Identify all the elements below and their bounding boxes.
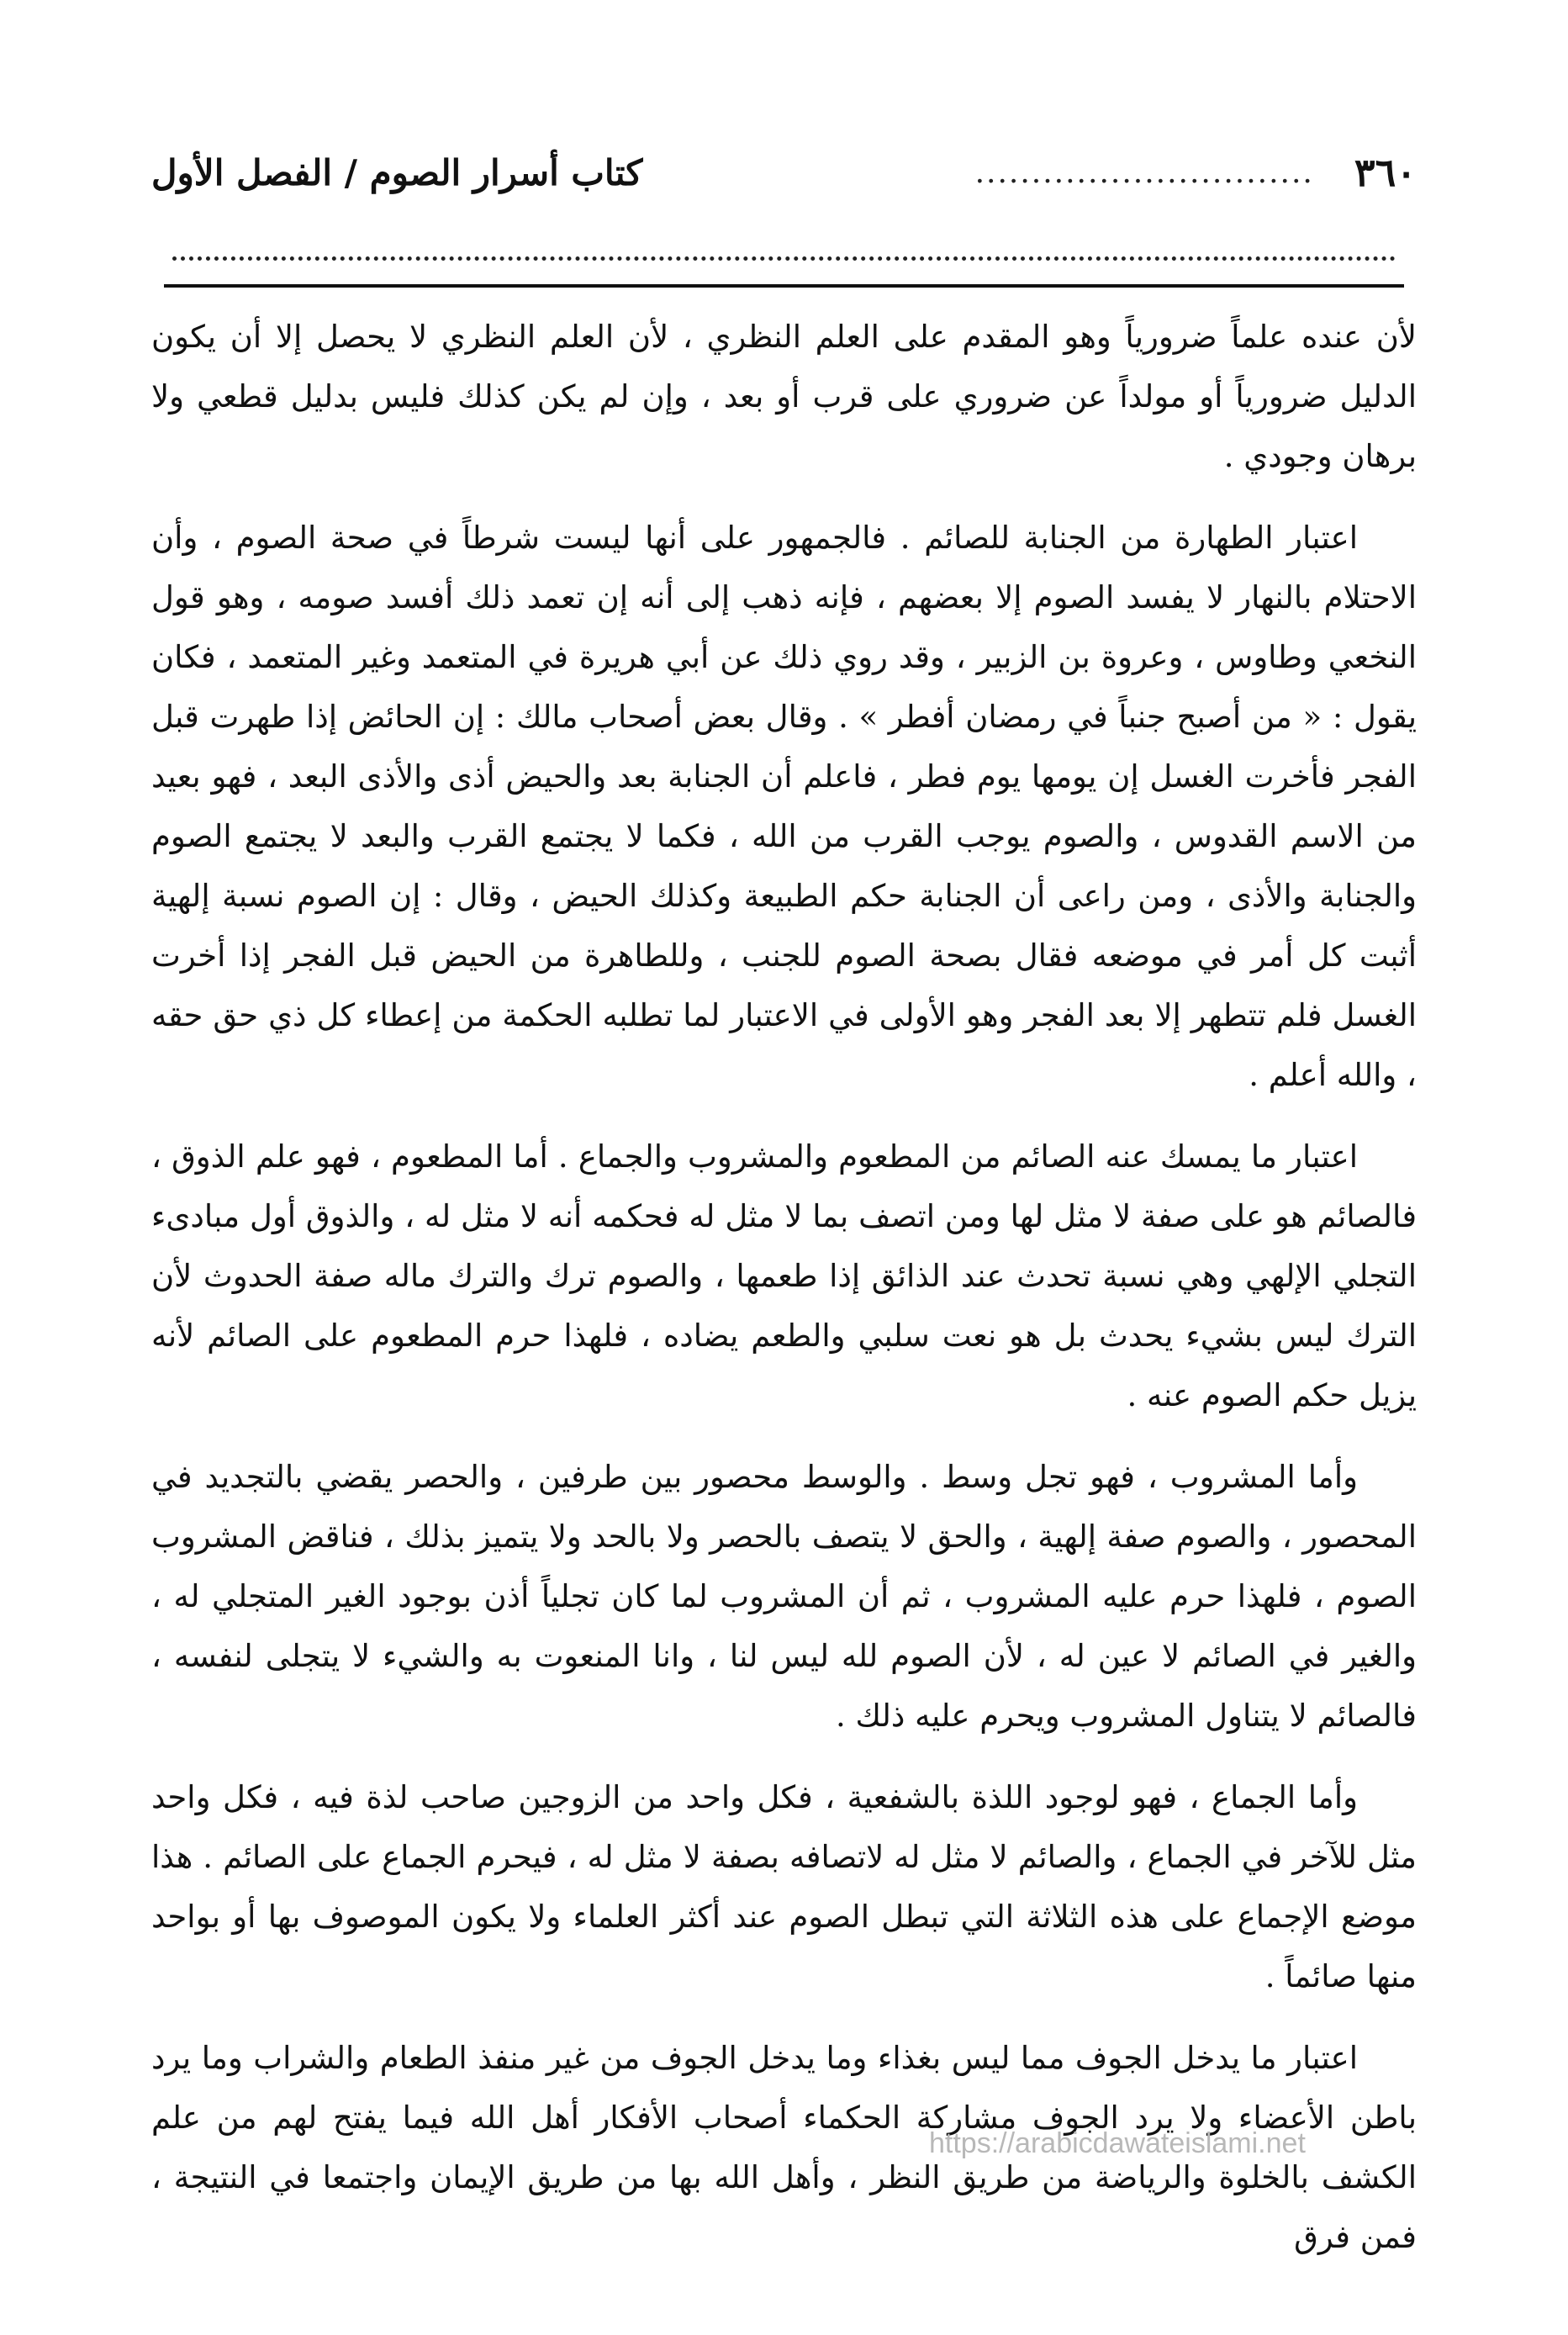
header-solid-rule [164,284,1404,288]
paragraph: اعتبار ما يدخل الجوف مما ليس بغذاء وما يدخل الجوف من غير منفذ الطعام والشراب وما يرد باطن الأعضاء ولا يرد الجوف مشاركة الحكماء أصحاب الأفكار أهل الله فيما يفتح لهم من علم الكشف بالخلوة والرياضة من طريق النظر ، وأهل الله بها من طريق الإيمان واجتمعا في النتيجة ، فمن فرق [151,2040,1417,2255]
page-header [151,139,1417,206]
watermark-url: https://arabicdawateislami.net [929,2127,1306,2159]
paragraph: اعتبار ما يمسك عنه الصائم من المطعوم والمشروب والجماع . أما المطعوم ، فهو علم الذوق ، فالصائم هو على صفة لا مثل لها ومن اتصف بما لا مثل له فحكمه أنه لا مثل له ، والذوق أول مبادىء التجلي الإلهي وهي نسبة تحدث عند الذائق إذا طعمها ، والصوم ترك والترك ماله صفة الحدوث لأن الترك ليس بشيء يحدث بل هو نعت سلبي والطعم يضاده ، فلهذا حرم المطعوم على الصائم لأنه يزيل حكم الصوم عنه . [151,1138,1417,1413]
leader-dots: .............................. [974,155,1314,190]
header-dotted-rule [172,256,1396,261]
paragraph: لأن عنده علماً ضرورياً وهو المقدم على العلم النظري ، لأن العلم النظري لا يحصل إلا أن يكون الدليل ضرورياً أو مولداً عن ضروري على قرب أو بعد ، وإن لم يكن كذلك فليس بدليل قطعي ولا برهان وجودي . [151,319,1417,474]
page-number: ٣٦٠ [1354,150,1417,195]
body-text [151,307,1417,2289]
running-title: كتاب أسرار الصوم / الفصل الأول [151,151,643,193]
paragraph: اعتبار الطهارة من الجنابة للصائم . فالجمهور على أنها ليست شرطاً في صحة الصوم ، وأن الاحتلام بالنهار لا يفسد الصوم إلا بعضهم ، فإنه ذهب إلى أنه إن تعمد ذلك أفسد صومه ، وهو قول النخعي وطاوس ، وعروة بن الزبير ، وقد روي ذلك عن أبي هريرة في المتعمد وغير المتعمد ، فكان يقول : « من أصبح جنباً في رمضان أفطر » . وقال بعض أصحاب مالك : إن الحائض إذا طهرت قبل الفجر فأخرت الغسل إن يومها يوم فطر ، فاعلم أن الجنابة بعد والحيض أذى والأذى البعد ، فهو بعيد من الاسم القدوس ، والصوم يوجب القرب من الله ، فكما لا يجتمع القرب والبعد لا يجتمع الصوم والجنابة والأذى ، ومن راعى أن الجنابة حكم الطبيعة وكذلك الحيض ، وقال : إن الصوم نسبة إلهية أثبت كل أمر في موضعه فقال بصحة الصوم للجنب ، وللطاهرة من الحيض قبل الفجر إذا أخرت الغسل فلم تتطهر إلا بعد الفجر وهو الأولى في الاعتبار لما تطلبه الحكمة من إعطاء كل ذي حق حقه ، والله أعلم . [151,520,1417,1093]
paragraph: وأما الجماع ، فهو لوجود اللذة بالشفعية ، فكل واحد من الزوجين صاحب لذة فيه ، فكل واحد مثل للآخر في الجماع ، والصائم لا مثل له لاتصافه بصفة لا مثل له ، فيحرم الجماع على الصائم . هذا موضع الإجماع على هذه الثلاثة التي تبطل الصوم عند أكثر العلماء ولا يكون الموصوف بها أو بواحد منها صائماً . [151,1779,1417,1994]
paragraph: وأما المشروب ، فهو تجل وسط . والوسط محصور بين طرفين ، والحصر يقضي بالتجديد في المحصور ، والصوم صفة إلهية ، والحق لا يتصف بالحصر ولا بالحد ولا يتميز بذلك ، فناقض المشروب الصوم ، فلهذا حرم عليه المشروب ، ثم أن المشروب لما كان تجلياً أذن بوجود الغير المتجلي له ، والغير في الصائم لا عين له ، لأن الصوم لله ليس لنا ، وانا المنعوت به والشيء لا يتجلى لنفسه ، فالصائم لا يتناول المشروب ويحرم عليه ذلك . [151,1459,1417,1734]
